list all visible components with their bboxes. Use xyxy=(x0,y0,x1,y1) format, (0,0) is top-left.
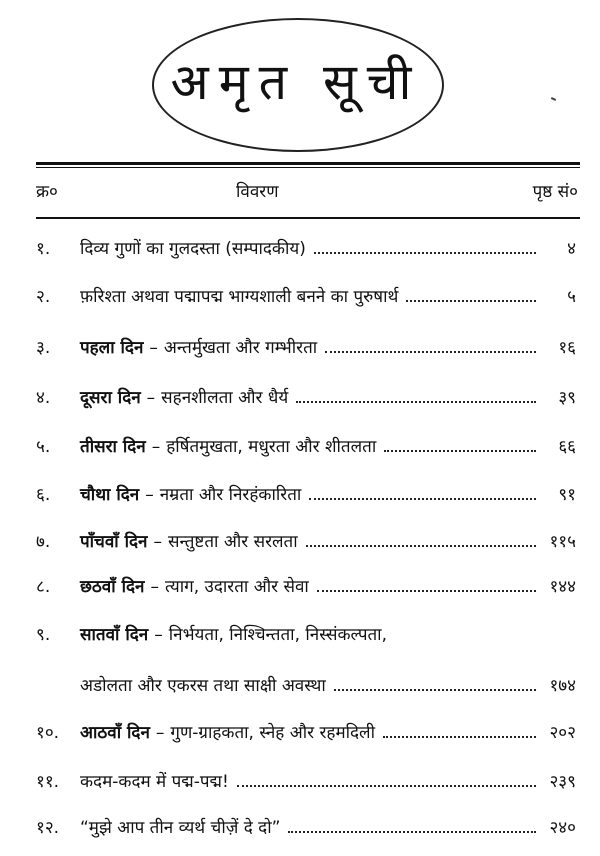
entry-title: अन्तर्मुखता और गम्भीरता xyxy=(163,338,318,358)
entry-title: “मुझे आप तीन व्यर्थ चीज़ें दे दो” xyxy=(80,818,281,838)
entry-number: १२. xyxy=(36,818,60,838)
dot-leader xyxy=(296,401,536,403)
entry-dash: – xyxy=(151,437,161,457)
toc-entry[interactable] xyxy=(36,811,580,845)
entry-number: ९. xyxy=(36,625,51,645)
dot-leader xyxy=(314,252,536,254)
entry-title: दिव्य गुणों का गुलदस्ता (सम्पादकीय) xyxy=(80,239,306,259)
entry-number: ७. xyxy=(36,532,51,552)
toc-entry-continuation[interactable] xyxy=(36,669,580,703)
dot-leader xyxy=(306,545,536,547)
entry-dash: – xyxy=(145,485,154,505)
entry-day: तीसरा दिन xyxy=(80,437,146,457)
entry-title: हर्षितमुखता, मधुरता और शीतलता xyxy=(166,437,377,457)
entry-page: ३९ xyxy=(558,388,576,408)
entry-title: निर्भयता, निश्चिन्तता, निस्संकल्पता, xyxy=(168,625,387,645)
header-description: विवरण xyxy=(236,182,279,202)
toc-entry[interactable] xyxy=(36,525,580,559)
toc-entry[interactable] xyxy=(36,280,580,314)
header-serial: क्र० xyxy=(36,182,58,202)
entry-number: ३. xyxy=(36,338,51,358)
entry-dash: – xyxy=(153,532,162,552)
entry-day: दूसरा दिन xyxy=(80,388,141,408)
entry-page: १६ xyxy=(558,338,576,358)
dot-leader xyxy=(309,498,536,500)
dot-leader xyxy=(384,450,536,452)
entry-page: ९१ xyxy=(558,485,576,505)
toc-entry[interactable] xyxy=(36,331,580,365)
entry-number: १०. xyxy=(36,723,60,743)
entry-title-continued: अडोलता और एकरस तथा साक्षी अवस्था xyxy=(80,676,326,696)
entry-day: सातवाँ दिन xyxy=(80,625,149,645)
page-title: अमृत सूची xyxy=(170,53,422,111)
entry-page: १४४ xyxy=(549,577,576,597)
dot-leader xyxy=(325,351,536,353)
toc-entry[interactable] xyxy=(36,430,580,464)
entry-page: ६६ xyxy=(558,437,576,457)
header-rule-bottom xyxy=(36,217,580,219)
entry-title: सहनशीलता और धैर्य xyxy=(161,388,289,408)
entry-title: कदम-कदम में पद्म-पद्म! xyxy=(80,772,229,792)
entry-day: पाँचवाँ दिन xyxy=(80,532,148,552)
header-rule-top xyxy=(36,162,580,165)
entry-page: २०२ xyxy=(549,723,576,743)
entry-page: ११५ xyxy=(549,532,576,552)
entry-day: चौथा दिन xyxy=(80,485,140,505)
dot-leader xyxy=(288,831,536,833)
entry-dash: – xyxy=(155,723,165,743)
entry-number: ४. xyxy=(36,388,51,408)
entry-number: ११. xyxy=(36,772,60,792)
toc-entry[interactable] xyxy=(36,618,580,652)
entry-number: ५. xyxy=(36,437,51,457)
header-rule-top-thin xyxy=(36,167,580,168)
header-page-number: पृष्ठ सं० xyxy=(532,182,578,202)
toc-entry[interactable] xyxy=(36,381,580,415)
dot-leader xyxy=(334,689,536,691)
dot-leader xyxy=(317,590,536,592)
dot-leader xyxy=(237,785,536,787)
entry-page: ४ xyxy=(567,239,576,259)
entry-dash: – xyxy=(149,338,158,358)
toc-entry[interactable] xyxy=(36,232,580,266)
entry-number: ८. xyxy=(36,577,51,597)
entry-day: आठवाँ दिन xyxy=(80,723,150,743)
entry-dash: – xyxy=(154,625,163,645)
entry-title: गुण-ग्राहकता, स्नेह और रहमदिली xyxy=(170,723,375,743)
toc-entry[interactable] xyxy=(36,765,580,799)
toc-entry[interactable] xyxy=(36,570,580,604)
entry-page: १७४ xyxy=(549,676,576,696)
dot-leader xyxy=(406,300,536,302)
entry-title: सन्तुष्टता और सरलता xyxy=(168,532,298,552)
scan-speck xyxy=(551,97,556,101)
dot-leader xyxy=(383,736,536,738)
toc-entry[interactable] xyxy=(36,716,580,750)
entry-dash: – xyxy=(146,388,156,408)
entry-page: ५ xyxy=(567,287,576,307)
entry-page: २४० xyxy=(549,818,576,838)
entry-title: नम्रता और निरहंकारिता xyxy=(159,485,302,505)
entry-day: पहला दिन xyxy=(80,338,144,358)
entry-day: छठवाँ दिन xyxy=(80,577,145,597)
entry-number: २. xyxy=(36,287,51,307)
entry-page: २३९ xyxy=(549,772,576,792)
toc-entry[interactable] xyxy=(36,478,580,512)
entry-title: फ़रिश्ता अथवा पद्मापद्म भाग्यशाली बनने का पुरुषार्थ xyxy=(80,287,399,307)
entry-number: १. xyxy=(36,239,51,259)
entry-title: त्याग, उदारता और सेवा xyxy=(164,577,309,597)
entry-number: ६. xyxy=(36,485,51,505)
entry-dash: – xyxy=(150,577,159,597)
